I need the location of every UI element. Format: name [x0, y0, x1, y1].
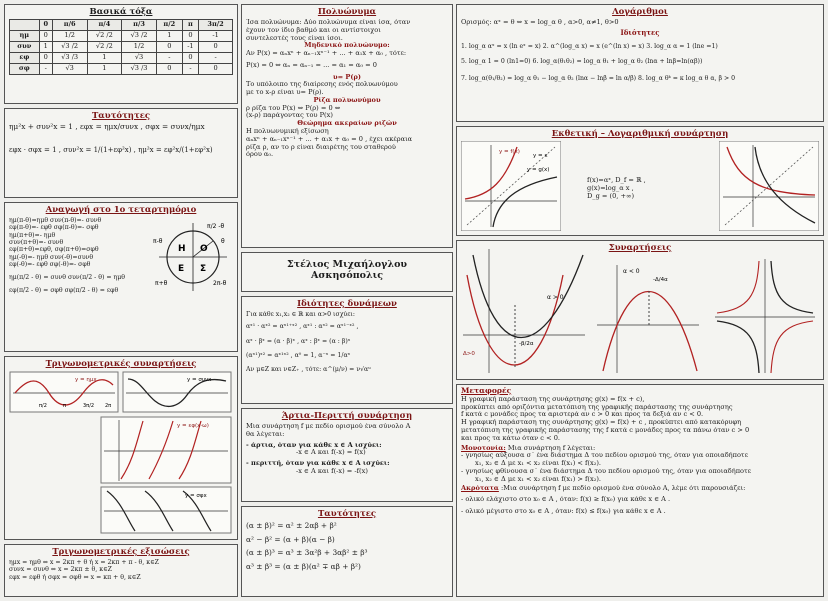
algebra-line: (α ± β)³ = α³ ± 3α²β + 3αβ² ± β³ [246, 549, 368, 558]
polynomial-line: Η πολυωνυμική εξίσωση [246, 127, 329, 135]
graph-label: y = σφx [185, 493, 207, 500]
parity-box [241, 408, 453, 502]
polynomial-line: Το υπόλοιπο της διαίρεσης ενός πολυωνύμου [246, 81, 398, 89]
identity-line: εφx · σφx = 1 , συν²x = 1/(1+εφ²x) , ημ²x = εφ²x/(1+εφ²x) [9, 145, 213, 154]
graph-label: α > 0 [547, 294, 564, 301]
extrema-line: - ολικό ελάχιστο στο x₀ ∈ A , όταν: f(x) ≥ f(x₀) για κάθε x ∈ A . [461, 496, 671, 504]
column-middle [241, 4, 453, 597]
graph-label: y = εφ(x·ω) [177, 423, 209, 430]
exp-log-line: D_g = (0, +∞) [587, 192, 635, 200]
extrema-header [461, 485, 819, 493]
log-line: 7. log_α(θ₁/θ₂) = log_α θ₁ − log_α θ₂ (lnα − lnβ = ln α/β) 8. log_α θᵏ = κ log_α θ α, β > 0 [461, 74, 736, 82]
equation-line: συνx = συνθ ⇔ x = 2κπ ± θ, κ∈Z [9, 566, 112, 574]
quadrant-letter: Ε [178, 264, 185, 274]
parity-line: - περιττή, όταν για κάθε x ∈ A ισχύει: [246, 460, 390, 468]
parity-line: θα λέγεται: [246, 430, 285, 438]
algebra-line: α³ ± β³ = (α ± β)(α² ∓ αβ + β²) [246, 563, 361, 572]
parity-line: -x ∈ A και f(-x) = -f(x) [296, 467, 368, 475]
tangent-graph-frame [101, 417, 231, 483]
monotonic-line: Μια συνάρτηση f λέγεται: [507, 444, 596, 452]
polynomial-line: (x-ρ) παράγοντας του P(x) [246, 112, 333, 120]
log-line: 5. log_α 1 = 0 (ln1=0) 6. log_α(θ₁θ₂) = log_α θ₁ + log_α θ₂ (lnα + lnβ=ln(αβ)) [461, 58, 703, 66]
polynomial-line: με το x-ρ είναι υ= P(ρ). [246, 89, 324, 97]
tick-label: 3π/2 [83, 403, 95, 410]
trig-equations-title: Τριγωνομετρικές εξισώσεις [52, 547, 190, 557]
power-line: αˣ · βˣ = (α · β)ˣ , αˣ : βˣ = (α : β)ˣ [246, 337, 351, 345]
exp-log-box [456, 126, 824, 236]
polynomial-line: Αν P(x) = αₙxⁿ + αₙ₋₁xⁿ⁻¹ + ... + α₁x + α₀ , τότε: [246, 50, 407, 58]
graph-label: α < 0 [623, 268, 640, 275]
hyperbola-graph [711, 255, 819, 377]
tick-label: π [63, 403, 67, 410]
circle-label: 2π-θ [213, 280, 227, 287]
exp-log-line: f(x)=αˣ, D_f = ℝ , [587, 177, 646, 184]
reduction-line: ημ(π-θ)=ημθ συν(π-θ)=- συνθ [9, 217, 102, 225]
reduction-line: εφ(π/2 - θ) = σφθ σφ(π/2 - θ) = εφθ [9, 286, 119, 294]
polynomial-line: όρου α₀. [246, 151, 274, 159]
table-row: συν 1 √3 /2 √2 /2 1/2 0 -1 0 [10, 42, 233, 53]
basic-arcs-box [4, 4, 238, 104]
basic-arcs-table [9, 19, 233, 75]
reduction-line: ημ(-θ)=- ημθ συν(-θ)=συνθ [9, 253, 94, 261]
parity-line: Μια συνάρτηση f με πεδίο ορισμού ένα σύνολο Α [246, 423, 411, 431]
hyperbola-branch [717, 321, 759, 373]
power-line: (αˣ¹)ˣ² = αˣ¹ˣ² , α⁰ = 1, α⁻ˣ = 1/αˣ [246, 351, 351, 359]
tick-label: 2π [105, 403, 112, 410]
exp-log-line: g(x)=log_α x , [587, 184, 634, 192]
powers-title: Ιδιότητες δυνάμεων [297, 299, 397, 309]
table-row: εφ 0 √3 /3 1 √3 - 0 - [10, 53, 233, 64]
graph-label: -Δ/4α [653, 277, 668, 283]
logarithms-title: Λογάριθμοι [612, 7, 668, 17]
cotangent-graph-frame [101, 487, 231, 533]
log-properties-title: Ιδιότητες [620, 28, 660, 37]
log-definition: Ορισμός: αˣ = θ ⇔ x = log_α θ , α>0, α≠1, θ>0 [461, 19, 619, 27]
circle-label: π-θ [153, 238, 163, 245]
monotonic-line: x₁, x₂ ∈ Δ με x₁ < x₂ είναι f(x₁) < f(x₂). [475, 460, 602, 468]
trig-functions-box [4, 356, 238, 540]
reduction-list [9, 217, 149, 268]
parabola-black [473, 255, 583, 338]
author-box [241, 252, 453, 292]
graph-label: -β/2α [519, 341, 534, 347]
graph-label: y = συνx [187, 377, 212, 384]
graph-label: y = ημx [75, 377, 97, 384]
monotonic-header [461, 445, 819, 453]
power-line: Για κάθε x₁,x₂ ∈ ℝ και α>0 ισχύει: [246, 311, 355, 319]
polynomial-subtitle: Θεώρημα ακεραίων ριζών [297, 120, 397, 128]
exp-log-graph-right [719, 141, 819, 231]
reduction-line: ημ(π+θ)=- ημθ [9, 231, 56, 239]
shift-line: μετατόπιση της γραφικής παράστασης της f κατά c μονάδες προς τα πάνω όταν c > 0 [461, 427, 750, 435]
trig-identities-box [4, 108, 238, 198]
polynomial-line: Ίσα πολυώνυμα: Δύο πολυώνυμα είναι ίσα, όταν [246, 19, 411, 27]
algebra-identities-title: Ταυτότητες [317, 509, 377, 519]
trig-functions-title: Τριγωνομετρικές συναρτήσεις [45, 359, 197, 369]
reduction-line: ημ(π/2 - θ) = συνθ συν(π/2 - θ) = ημθ [9, 274, 125, 282]
quadrant-letter: Σ [200, 264, 207, 274]
powers-box [241, 296, 453, 404]
hyperbola-branch-red [717, 261, 759, 313]
monotonic-line: x₁, x₂ ∈ Δ με x₁ < x₂ είναι f(x₁) > f(x₂). [475, 475, 602, 483]
unit-circle-diagram [153, 217, 233, 293]
graph-label: y = f(x) [499, 149, 520, 155]
exp-log-graph-left [461, 141, 561, 231]
polynomial-line: αₙxⁿ + αₙ₋₁xⁿ⁻¹ + ... + α₁x + α₀ = 0 , έχει ακέραια [246, 135, 413, 143]
parity-line: -x ∈ A και f(-x) = f(x) [296, 449, 366, 457]
trig-equations-box [4, 544, 238, 597]
functions-box [456, 240, 824, 380]
algebra-identities-box [241, 506, 453, 597]
author-name: Στέλιος Μιχαήλογλου [286, 259, 407, 270]
algebra-line: α² − β² = (α + β)(α − β) [246, 535, 335, 544]
column-right [456, 4, 824, 597]
quadrant-letter: Ο [200, 244, 208, 254]
parabola-down-graph [593, 261, 703, 377]
table-header-row: 0 π/6 π/4 π/3 π/2 π 3π/2 [10, 20, 233, 31]
algebra-line: (α ± β)² = α² ± 2αβ + β² [246, 522, 337, 531]
circle-label: θ [221, 238, 225, 245]
polynomial-subtitle: Ρίζα πολυωνύμου [313, 96, 381, 104]
power-line: Αν μ∈Z και ν∈Z₊ , τότε: α^(μ/ν) = ν√αᵘ [246, 366, 371, 374]
exp-log-definitions [587, 177, 646, 200]
table-row: ημ 0 1/2 √2 /2 √3 /2 1 0 -1 [10, 31, 233, 42]
shift-line: και προς τα κάτω όταν c < 0. [461, 434, 560, 442]
basic-arcs-title: Βασικά τόξα [89, 7, 153, 17]
polynomial-line: έχουν τον ίδιο βαθμό και οι αντίστοιχοι [246, 26, 381, 34]
shift-line: Η γραφική παράσταση της συνάρτησης g(x) = f(x + c), [461, 395, 645, 403]
monotonic-title: Μονοτονία: [461, 444, 506, 452]
log-line: 1. log_α αˣ = x (ln eˣ = x) 2. α^(log_α x) = x (e^(ln x) = x) 3. log_α α = 1 (lne =1) [461, 43, 718, 51]
identity-line: ημ²x + συν²x = 1 , εφx = ημx/συνx , σφx = συνx/ημx [9, 123, 205, 132]
reduction-title: Αναγωγή στο 1ο τεταρτημόριο [45, 205, 197, 215]
extrema-title: Ακρότατα [461, 485, 499, 493]
polynomials-title: Πολυώνυμα [317, 7, 377, 17]
table-row: σφ - √3 1 √3 /3 0 - 0 [10, 64, 233, 75]
extrema-line: - ολικό μέγιστο στο x₀ ∈ A , όταν: f(x) ≤ f(x₀) για κάθε x ∈ A . [461, 507, 666, 515]
reduction-line: εφ(-θ)=- εφθ σφ(-θ)=- σφθ [9, 260, 91, 268]
shift-line: Η γραφική παράσταση της συνάρτησης g(x) = f(x) + c , προκύπτει από κατακόρυφη [461, 419, 742, 427]
functions-title: Συναρτήσεις [608, 243, 672, 253]
polynomial-line: ρ ρίζα του P(x) ⇔ P(ρ) = 0 ⇔ [246, 104, 341, 112]
polynomial-line: συντελεστές τους είναι ίσοι. [246, 34, 343, 42]
graph-label: y = g(x) [527, 167, 550, 173]
quadrant-letter: Η [178, 244, 186, 254]
author-school: Ασκησόπολις [310, 270, 384, 282]
polynomial-line: P(x) = 0 ⇔ αₙ = αₙ₋₁ = ... = α₁ = α₀ = 0 [246, 61, 377, 69]
trig-graphs [9, 371, 233, 535]
power-line: αˣ¹ · αˣ² = αˣ¹⁺ˣ² , αˣ¹ : αˣ² = αˣ¹⁻ˣ² , [246, 323, 359, 331]
circle-label: π+θ [155, 280, 168, 287]
hyperbola-branch-red [771, 321, 813, 373]
exp-log-title: Εκθετική – Λογαριθμική συνάρτηση [551, 129, 729, 139]
polynomial-text [246, 19, 448, 159]
transformations-box [456, 384, 824, 597]
extrema-line: :Μια συνάρτηση f με πεδίο ορισμού ένα σύνολο Α, λέμε ότι παρουσιάζει: [500, 485, 746, 493]
parabola-up-graph [459, 245, 589, 377]
shift-line: f κατά c μονάδες προς τα αριστερά αν c > 0 και προς τα δεξιά αν c < 0. [461, 411, 704, 419]
shift-line: προκύπτει από οριζόντια μετατόπιση της γραφικής παράστασης της συνάρτησης [461, 403, 733, 411]
reduction-line: εφ(π+θ)=εφθ, σφ(π+θ)=σφθ [9, 246, 99, 254]
polynomial-subtitle: υ= P(ρ) [333, 73, 361, 81]
hyperbola-branch [771, 261, 813, 313]
monotonic-line: - γνησίως φθίνουσα σ΄ ένα διάστημα Δ του πεδίου ορισμού της, όταν για οποιαδήποτε [461, 467, 752, 475]
trig-identities-title: Ταυτότητες [91, 111, 151, 121]
polynomial-line: ρίζα ρ, αν το ρ είναι διαιρέτης του σταθερού [246, 143, 396, 151]
polynomial-subtitle: Μηδενικό πολυώνυμο: [304, 42, 390, 50]
equation-line: ημx = ημθ ⇔ x = 2κπ + θ ή x = 2κπ + π - θ, κ∈Z [9, 559, 159, 567]
equation-line: εφx = εφθ ή σφx = σφθ ⇔ x = κπ + θ, κ∈Z [9, 573, 141, 581]
parity-title: Άρτια-Περιττή συνάρτηση [281, 411, 413, 421]
column-left [4, 4, 238, 597]
cosine-graph-frame [123, 372, 231, 412]
reduction-line: εφ(π-θ)=- εφθ σφ(π-θ)=- σφθ [9, 224, 99, 232]
graph-label: Δ>0 [463, 351, 475, 357]
reduction-box [4, 202, 238, 352]
parity-line: - άρτια, όταν για κάθε x ∈ A ισχύει: [246, 441, 382, 449]
graph-label: y = x [533, 153, 548, 159]
polynomials-box [241, 4, 453, 248]
shifts-title: Μεταφορές [461, 387, 512, 395]
logarithms-box [456, 4, 824, 122]
monotonic-line: - γνησίως αύξουσα σ΄ ένα διάστημα Δ του πεδίου ορισμού της, όταν για οποιαδήποτε [461, 452, 748, 460]
reduction-line: συν(π+θ)=- συνθ [9, 238, 64, 246]
tick-label: π/2 [39, 403, 47, 410]
circle-label: π/2 -θ [207, 223, 225, 230]
